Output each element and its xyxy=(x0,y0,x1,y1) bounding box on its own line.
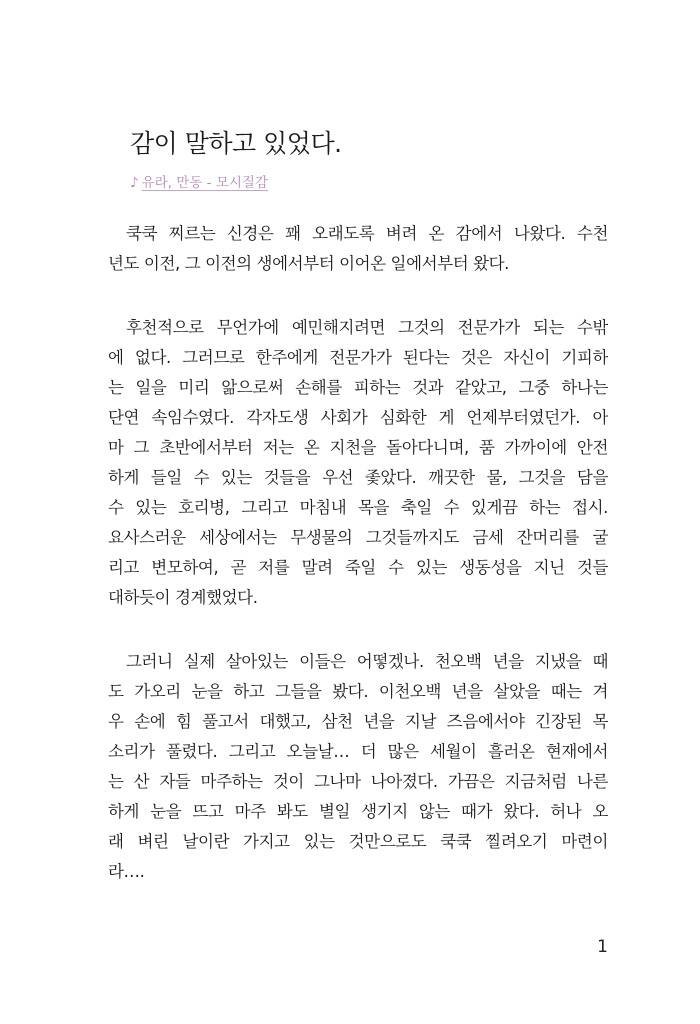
paragraph xyxy=(108,219,608,279)
background-music-credit xyxy=(130,171,268,191)
text-line: 도 가오리 눈을 하고 그들을 봤다. 이천오백 년을 살았을 때는 겨 xyxy=(108,682,608,701)
text-line: 는 산 자들 마주하는 것이 그나마 나아졌다. 가끔은 지금처럼 나른 xyxy=(108,772,608,791)
body-text xyxy=(108,219,608,921)
text-line: 마 그 초반에서부터 저는 온 지천을 돌아다니며, 품 가까이에 안전 xyxy=(108,438,608,457)
text-line: 쿡쿡 찌르는 신경은 꽤 오래도록 벼려 온 감에서 나왔다. 수천 xyxy=(126,224,608,243)
paragraph xyxy=(108,647,608,887)
page-number: 1 xyxy=(597,937,608,957)
text-line: 그러니 실제 살아있는 이들은 어떻겠나. 천오백 년을 지냈을 때 xyxy=(126,652,608,671)
text-line: 하게 들일 수 있는 것들을 우선 좇았다. 깨끗한 물, 그것을 담을 xyxy=(108,468,608,487)
music-note-icon: ♪ xyxy=(130,175,139,191)
text-line: 리고 변모하여, 곧 저를 말려 죽일 수 있는 생동성을 지닌 것들 xyxy=(108,558,608,577)
text-line: 수 있는 호리병, 그리고 마침내 목을 축일 수 있게끔 하는 접시. xyxy=(108,498,608,517)
music-track-link[interactable]: 유라, 만동 - 모시질감 xyxy=(141,175,268,191)
text-line: 소리가 풀렸다. 그리고 오늘날… 더 많은 세월이 흘러온 현재에서 xyxy=(108,742,608,761)
text-line: 우 손에 힘 풀고서 대했고, 삼천 년을 지날 즈음에서야 긴장된 목 xyxy=(108,712,608,731)
page-title: 감이 말하고 있었다. xyxy=(130,129,342,158)
text-line: 는 일을 미리 앎으로써 손해를 피하는 것과 같았고, 그중 하나는 xyxy=(108,378,608,397)
text-line: 요사스러운 세상에서는 무생물의 그것들까지도 금세 잔머리를 굴 xyxy=(108,528,608,547)
text-line: 래 벼린 날이란 가지고 있는 것만으로도 쿡쿡 찔려오기 마련이 xyxy=(108,832,608,851)
text-line: 후천적으로 무언가에 예민해지려면 그것의 전문가가 되는 수밖 xyxy=(126,318,608,337)
text-line: 라…. xyxy=(108,862,145,881)
text-line: 대하듯이 경계했었다. xyxy=(108,588,258,607)
text-line: 단연 속임수였다. 각자도생 사회가 심화한 게 언제부터였던가. 아 xyxy=(108,408,608,427)
text-line: 년도 이전, 그 이전의 생에서부터 이어온 일에서부터 왔다. xyxy=(108,254,510,273)
text-line: 에 없다. 그러므로 한주에게 전문가가 된다는 것은 자신이 기피하 xyxy=(108,348,608,367)
paragraph xyxy=(108,313,608,613)
text-line: 하게 눈을 뜨고 마주 봐도 별일 생기지 않는 때가 왔다. 허나 오 xyxy=(108,802,608,821)
